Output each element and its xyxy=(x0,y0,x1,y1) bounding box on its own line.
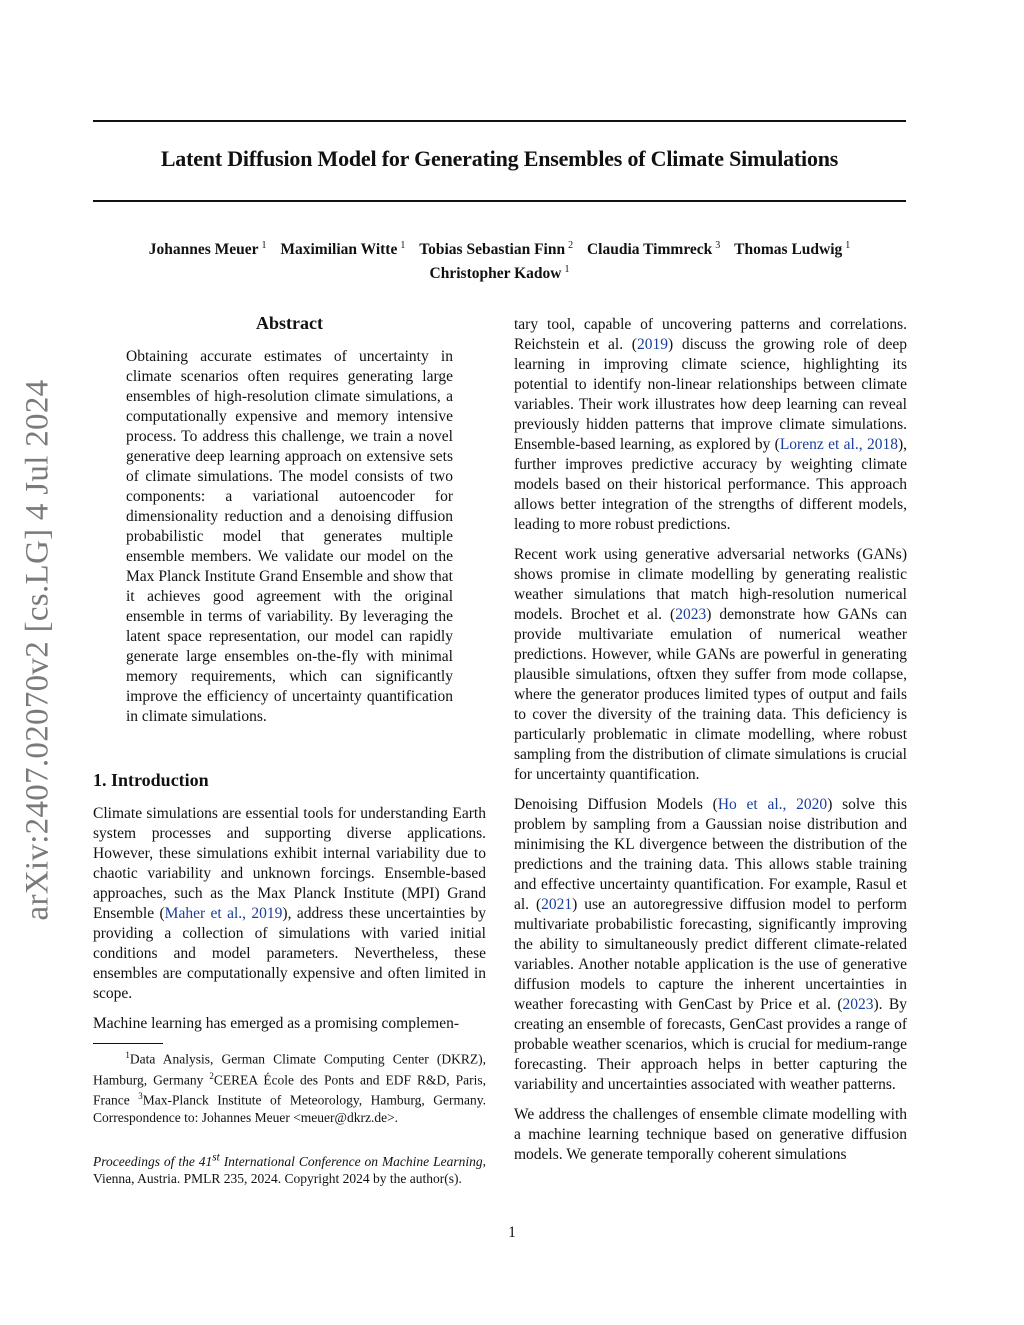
author: Thomas Ludwig $^1$ xyxy=(734,240,851,259)
paragraph: Denoising Diffusion Models (Ho et al., 2020) solve this problem by sampling from a Gaussian noise distribution and minimising the KL divergence between the distribution of the predictions and the training data. This allows stable training and effective uncertainty quantification. For example, Rasul et al. (2021) use an autoregressive diffusion model to perform multivariate probabilistic forecasting, significantly improving the ability to simultaneously predict different climate-related variables. Another notable application is the use of generative diffusion models to capture the inherent uncertainties in weather forecasting with GenCast by Price et al. (2023). By creating an ensemble of forecasts, GenCast provides a range of probable weather scenarios, which is crucial for medium-range forecasting. Their approach helps in better capturing the variability and uncertainties associated with weather patterns. xyxy=(514,796,908,1093)
paragraph: We address the challenges of ensemble climate modelling with a machine learning technique based on generative diffusion models. We generate temporally coherent simulations xyxy=(514,1106,907,1163)
arxiv-identifier-watermark: arXiv:2407.02070v2 [cs.LG] 4 Jul 2024 xyxy=(19,379,56,921)
paragraph: Climate simulations are essential tools for understanding Earth system processes and supporting diverse applications. However, these simulations exhibit internal variability due to chaotic variability and unknown forcings. Ensemble-based approaches, such as the Max Planck Institute (MPI) Grand Ensemble (Maher et al., 2019), address these uncertainties by providing a collection of simulations with varied initial conditions and model parameters. Nevertheless, these ensembles are computationally expensive and often limited in scope. xyxy=(93,805,486,1002)
title-bottom-rule xyxy=(93,200,906,202)
citation-link[interactable]: 2023 xyxy=(842,996,874,1013)
author: Maximilian Witte $^1$ xyxy=(280,240,406,259)
paragraph: Recent work using generative adversarial networks (GANs) shows promise in climate modelling by generating realistic weather simulations that match high-resolution numerical models. Brochet et al. (2023) demonstrate how GANs can provide multivariate emulation of numerical weather predictions. However, while GANs are powerful in generating plausible simulations, oftхen they suffer from mode collapse, where the generator produces limited types of output and fails to cover the diversity of the training data. This deficiency is particularly problematic in climate modelling, where robust sampling from the distribution of climate simulations is crucial for uncertainty quantification. xyxy=(514,546,908,783)
paragraph: tary tool, capable of uncovering patterns and correlations. Reichstein et al. (2019) discuss the growing role of deep learning in improving climate science, highlighting its potential to identify non-linear relationships between climate variables. Their work illustrates how deep learning can reveal previously hidden patterns that improve climate simulations. Ensemble-based learning, as explored by (Lorenz et al., 2018), further improves predictive accuracy by weighting climate models based on their historical performance. This approach allows better integration of the strengths of different models, leading to more robust predictions. xyxy=(514,316,907,533)
proceedings-note: Proceedings of the 41st International Conference on Machine Learning, Vienna, Austria. PMLR 235, 2024. Copyright 2024 by the author(s). xyxy=(93,1151,486,1186)
left-column-body xyxy=(93,804,486,1044)
author: Christopher Kadow $^1$ xyxy=(429,264,570,283)
section-heading-introduction: 1. Introduction xyxy=(93,770,209,790)
citation-link[interactable]: 2021 xyxy=(541,896,573,913)
title-top-rule xyxy=(93,120,906,122)
author: Tobias Sebastian Finn $^2$ xyxy=(419,240,574,259)
affiliation-footnote: $^1$Data Analysis, German Climate Computing Center (DKRZ), Hamburg, Germany $^2$CEREA École des Ponts and EDF R&D, Paris, France $^3$Max-Planck Institute of Meteorology, Hamburg, Germany. Correspondence to: Johannes Meuer <meuer@dkrz.de>. xyxy=(93,1050,486,1125)
citation-link[interactable]: Ho et al., 2020 xyxy=(717,796,828,813)
citation-link[interactable]: 2023 xyxy=(675,606,707,623)
abstract-heading: Abstract xyxy=(256,313,323,333)
right-column-body xyxy=(514,315,907,1175)
page-number: 1 xyxy=(508,1224,516,1241)
author: Johannes Meuer $^1$ xyxy=(148,240,267,259)
abstract-text: Obtaining accurate estimates of uncertainty in climate scenarios often requires generating large ensembles of high-resolution climate simulations, a computationally expensive and memory intensive process. To address this challenge, we train a novel generative deep learning approach on extensive sets of climate simulations. The model consists of two components: a variational autoencoder for dimensionality reduction and a denoising diffusion probabilistic model that generates multiple ensemble members. We validate our model on the Max Planck Institute Grand Ensemble and show that it achieves good agreement with the original ensemble in terms of variability. By leveraging the latent space representation, our model can rapidly generate large ensembles on-the-fly with minimal memory requirements, which can significantly improve the efficiency of uncertainty quantification in climate simulations. xyxy=(126,348,453,725)
author-list xyxy=(93,236,906,284)
paper-title: Latent Diffusion Model for Generating Ensembles of Climate Simulations xyxy=(160,146,839,171)
citation-link[interactable]: 2019 xyxy=(636,336,668,353)
paragraph: Machine learning has emerged as a promising complemen- xyxy=(93,1015,459,1032)
author: Claudia Timmreck $^3$ xyxy=(586,240,721,259)
citation-link[interactable]: Lorenz et al., 2018 xyxy=(779,436,898,453)
footnote-rule xyxy=(93,1043,163,1044)
citation-link[interactable]: Maher et al., 2019 xyxy=(164,905,283,922)
